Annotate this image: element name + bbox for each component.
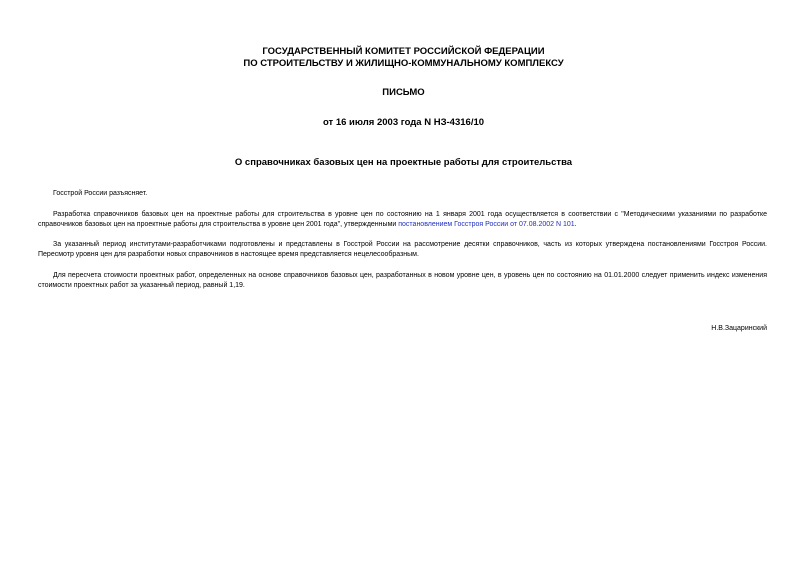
decree-link[interactable]: постановлением Госстроя России от 07.08.2002 N 101	[398, 221, 575, 228]
paragraph-1: Госстрой России разъясняет.	[53, 190, 148, 197]
paragraph-2	[38, 210, 767, 230]
org-name-line1: ГОСУДАРСТВЕННЫЙ КОМИТЕТ РОССИЙСКОЙ ФЕДЕРАЦИИ	[262, 46, 545, 57]
paragraph-3: За указанный период институтами-разработчиками подготовлены и представлены в Госстрой России на рассмотрение десятки справочников, часть из которых утверждена постановлениями Госстроя России. Пересмотр уровня цен для разработки новых справочников в настоящее время представляется нецелесообразным.	[38, 241, 767, 258]
document-type: ПИСЬМО	[382, 87, 425, 98]
document-date-number: от 16 июля 2003 года N НЗ-4316/10	[322, 117, 485, 128]
paragraph-2-text: Разработка справочников базовых цен на проектные работы для строительства в уровне цен по состоянию на 1 января 2001 года осуществляется в соответствии с "Методическими указаниями по разработке справочников базовых цен на проектные работы для строительства в уровне цен 2001 года", утвержденными	[38, 211, 767, 228]
paragraph-2-end: .	[574, 221, 577, 228]
paragraph-4: Для пересчета стоимости проектных работ, определенных на основе справочников базовых цен, разработанных в новом уровне цен, в уровень цен по состоянию на 01.01.2000 следует применить индекс изменения стоимости проектных работ за указанный период, равный 1,19.	[38, 272, 767, 289]
signature: Н.В.Зацаринский	[711, 325, 767, 332]
document-title: О справочниках базовых цен на проектные работы для строительства	[234, 157, 573, 168]
org-name-line2: ПО СТРОИТЕЛЬСТВУ И ЖИЛИЩНО-КОММУНАЛЬНОМУ КОМПЛЕКСУ	[243, 58, 564, 69]
